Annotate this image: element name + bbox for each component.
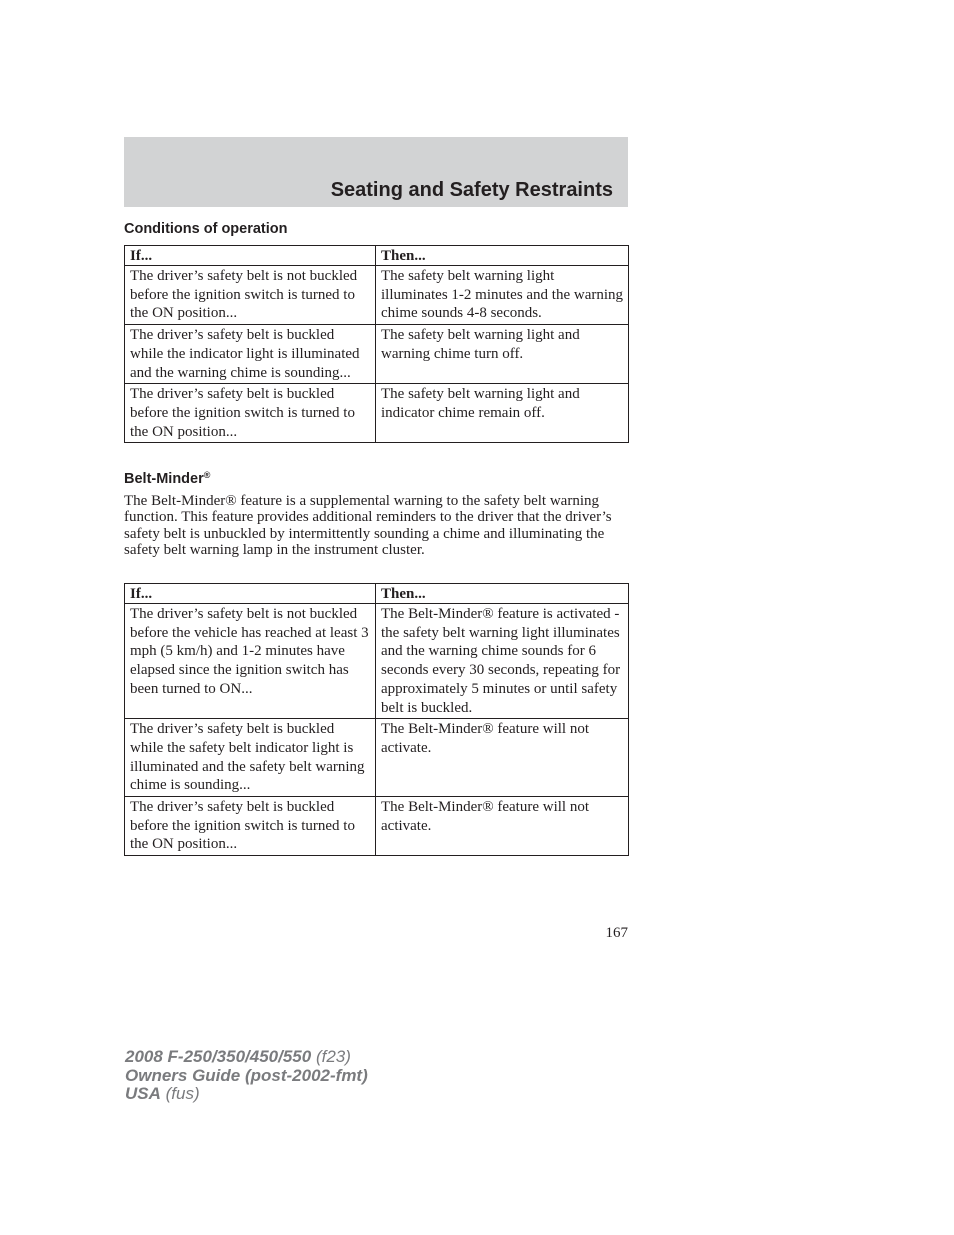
conditions-table bbox=[124, 245, 629, 443]
table-header-row bbox=[125, 246, 629, 266]
column-header-if: If... bbox=[125, 246, 376, 266]
table-row bbox=[125, 384, 629, 443]
page-number: 167 bbox=[605, 925, 628, 941]
footer-line-guide bbox=[125, 1067, 368, 1086]
column-header-then: Then... bbox=[376, 246, 629, 266]
condition-cell: The driver’s safety belt is not buckled before the vehicle has reached at least 3 mph (5 km/h) and 1-2 minutes have elapsed since the ignition switch has been turned to ON... bbox=[125, 604, 376, 719]
footer-market: USA bbox=[125, 1084, 161, 1103]
belt-minder-heading bbox=[124, 471, 210, 487]
table-row bbox=[125, 797, 629, 856]
footer-line-market bbox=[125, 1085, 368, 1104]
table-header-row bbox=[125, 584, 629, 604]
column-header-then: Then... bbox=[376, 584, 629, 604]
table-row bbox=[125, 719, 629, 797]
conditions-heading: Conditions of operation bbox=[124, 221, 288, 237]
footer-model: 2008 F-250/350/450/550 bbox=[125, 1047, 312, 1066]
table-row bbox=[125, 604, 629, 719]
table-row bbox=[125, 266, 629, 325]
section-title: Seating and Safety Restraints bbox=[330, 179, 613, 201]
result-cell: The safety belt warning light illuminates 1-2 minutes and the warning chime sounds 4-8 seconds. bbox=[376, 266, 629, 325]
result-cell: The Belt-Minder® feature will not activate. bbox=[376, 719, 629, 797]
table-row bbox=[125, 325, 629, 384]
condition-cell: The driver’s safety belt is not buckled before the ignition switch is turned to the ON position... bbox=[125, 266, 376, 325]
result-cell: The safety belt warning light and warning chime turn off. bbox=[376, 325, 629, 384]
result-cell: The Belt-Minder® feature will not activate. bbox=[376, 797, 629, 856]
belt-minder-description: The Belt-Minder® feature is a supplemental warning to the safety belt warning function. This feature provides additional reminders to the driver that the driver’s safety belt is unbuckled by intermittently sounding a chime and illuminating the safety belt warning lamp in the instrument cluster. bbox=[124, 493, 612, 559]
registered-mark: ® bbox=[203, 470, 211, 480]
condition-cell: The driver’s safety belt is buckled while the safety belt indicator light is illuminated and the safety belt warning chime is sounding... bbox=[125, 719, 376, 797]
footer-guide: Owners Guide (post-2002-fmt) bbox=[125, 1065, 368, 1085]
footer-model-code: (f23) bbox=[311, 1047, 351, 1066]
result-cell: The Belt-Minder® feature is activated - the safety belt warning light illuminates and the warning chime sounds for 6 seconds every 30 seconds, repeating for approximately 5 minutes or until safety belt is buckled. bbox=[376, 604, 629, 719]
footer-line-model bbox=[125, 1048, 368, 1067]
condition-cell: The driver’s safety belt is buckled while the indicator light is illuminated and the warning chime is sounding... bbox=[125, 325, 376, 384]
condition-cell: The driver’s safety belt is buckled before the ignition switch is turned to the ON position... bbox=[125, 384, 376, 443]
column-header-if: If... bbox=[125, 584, 376, 604]
section-header-band bbox=[124, 137, 628, 207]
footer-market-code: (fus) bbox=[160, 1084, 200, 1103]
document-footer bbox=[125, 1048, 368, 1104]
condition-cell: The driver’s safety belt is buckled before the ignition switch is turned to the ON position... bbox=[125, 797, 376, 856]
belt-minder-table bbox=[124, 583, 629, 856]
belt-minder-heading-text: Belt-Minder bbox=[124, 471, 204, 487]
result-cell: The safety belt warning light and indicator chime remain off. bbox=[376, 384, 629, 443]
